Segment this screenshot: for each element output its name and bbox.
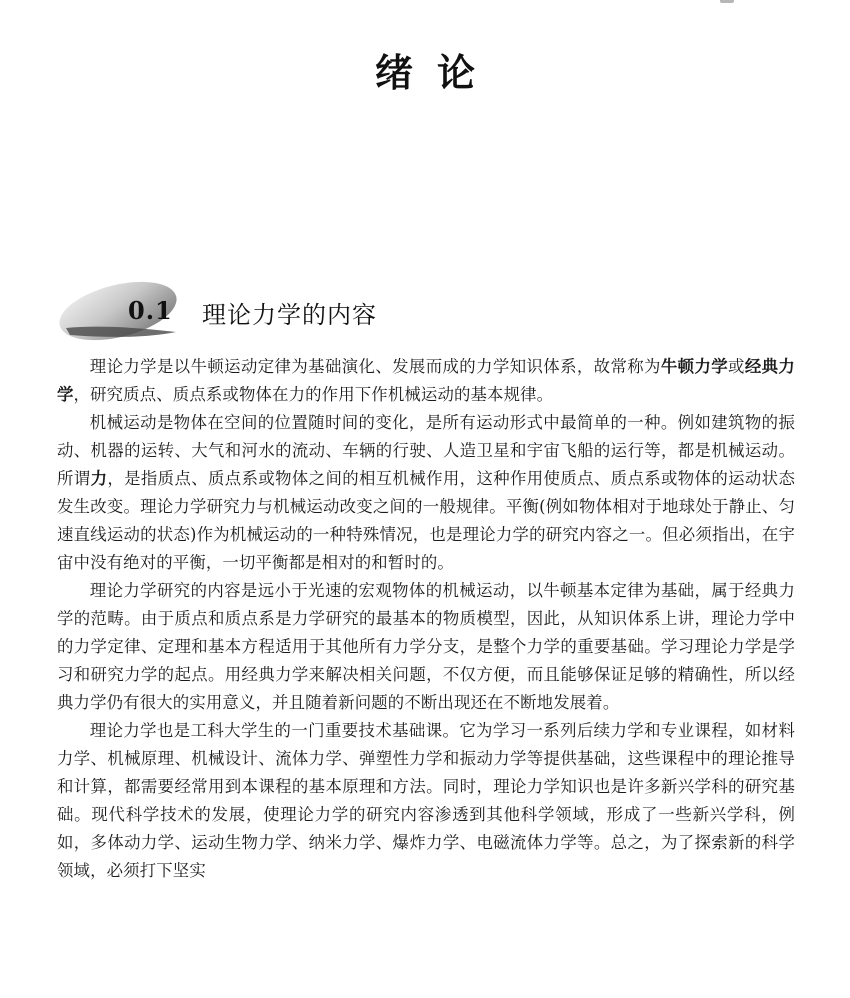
text-run: 理论力学也是工科大学生的一门重要技术基础课。它为学习一系列后续力学和专业课程，如材料力学、机械原理、机械设计、流体力学、弹塑性力学和振动力学等提供基础，这些课程中的理论推导和计算，都需要经常用到本课程的基本原理和方法。同时，理论力学知识也是许多新兴学科的研究基础。现代科学技术的发展，使理论力学的研究内容渗透到其他科学领域，形成了一些新兴学科，例如，多体动力学、运动生物力学、纳米力学、爆炸力学、电磁流体力学等。总之，为了探索新的科学领域，必须打下坚实 bbox=[57, 721, 795, 880]
text-run: ，研究质点、质点系或物体在力的作用下作机械运动的基本规律。 bbox=[73, 385, 554, 404]
bold-term: 经典力学 bbox=[57, 357, 795, 404]
paragraph bbox=[57, 717, 795, 885]
text-run: 机械运动是物体在空间的位置随时间的变化，是所有运动形式中最简单的一种。例如建筑物的振动、机器的运转、大气和河水的流动、车辆的行驶、人造卫星和宇宙飞船的运行等，都是机械运动。所谓 bbox=[57, 413, 795, 488]
section-number: 0.1 bbox=[128, 296, 173, 325]
chapter-title: 绪论 bbox=[374, 51, 499, 95]
page-corner-mark bbox=[720, 0, 734, 3]
text-run: 理论力学是以牛顿运动定律为基础演化、发展而成的力学知识体系，故常称为 bbox=[89, 357, 661, 376]
text-run: 或 bbox=[728, 357, 745, 376]
paragraph bbox=[57, 577, 795, 717]
body-text bbox=[57, 353, 795, 885]
text-run: ，是指质点、质点系或物体之间的相互机械作用，这种作用使质点、质点系或物体的运动状态发生改变。理论力学研究力与机械运动改变之间的一般规律。平衡(例如物体相对于地球处于静止、匀速直线运动的状态)作为机械运动的一种特殊情况，也是理论力学的研究内容之一。但必须指出，在宇宙中没有绝对的平衡，一切平衡都是相对的和暂时的。 bbox=[57, 469, 795, 572]
paragraph bbox=[57, 409, 795, 577]
bold-term: 力 bbox=[90, 469, 108, 488]
bold-term: 牛顿力学 bbox=[660, 357, 729, 376]
section-heading bbox=[58, 280, 558, 350]
text-run: 理论力学研究的内容是远小于光速的宏观物体的机械运动，以牛顿基本定律为基础，属于经典力学的范畴。由于质点和质点系是力学研究的最基本的物质模型，因此，从知识体系上讲，理论力学中的力学定律、定理和基本方程适用于其他所有力学分支，是整个力学的重要基础。学习理论力学是学习和研究力学的起点。用经典力学来解决相关问题，不仅方便，而且能够保证足够的精确性，所以经典力学仍有很大的实用意义，并且随着新问题的不断出现还在不断地发展着。 bbox=[57, 581, 795, 712]
paragraph bbox=[57, 353, 795, 409]
section-title: 理论力学的内容 bbox=[202, 301, 377, 329]
